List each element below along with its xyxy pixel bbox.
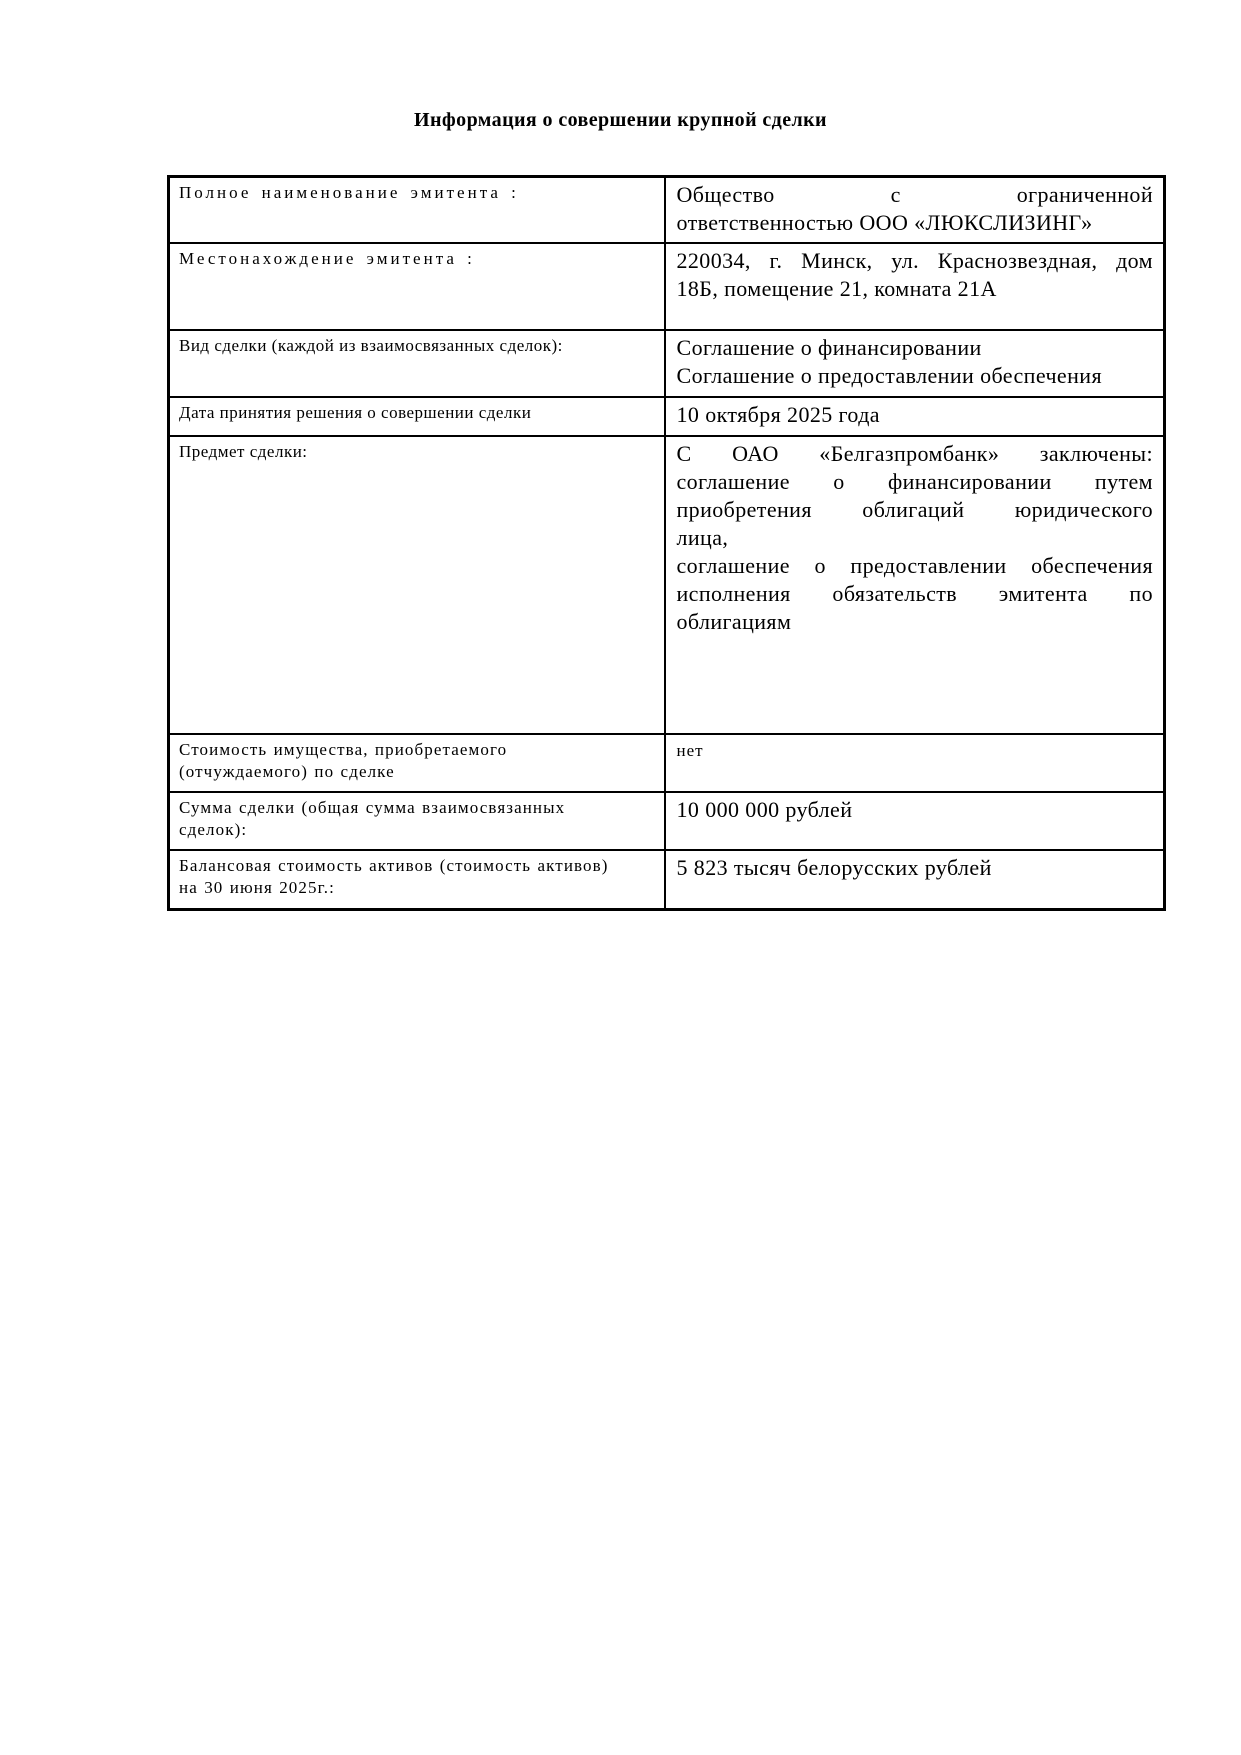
label-line: (отчуждаемого) по сделке (179, 762, 395, 781)
value-line: исполнения обязательств эмитента по (676, 581, 1153, 606)
value-line: Соглашение о финансировании (676, 335, 982, 360)
value-line: соглашение о финансировании путем (676, 469, 1153, 494)
deal-amount-value (665, 792, 1165, 850)
deal-type-value (665, 330, 1165, 397)
issuer-location-label (169, 243, 665, 330)
value-line: 10 октября 2025 года (676, 402, 880, 427)
label-line: Полное наименование эмитента : (179, 183, 519, 202)
value-line: 220034, г. Минск, ул. Краснозвездная, дом (676, 248, 1153, 273)
table-row-property-value (169, 734, 1165, 792)
deal-info-table (167, 175, 1166, 911)
value-line: соглашение о предоставлении обеспечения (676, 553, 1153, 578)
property-value-value (665, 734, 1165, 792)
issuer-name-value (665, 177, 1165, 244)
value-line: Общество с ограниченной (676, 182, 1153, 207)
table-row-deal-type (169, 330, 1165, 397)
value-line: облигациям (676, 609, 792, 634)
issuer-location-value (665, 243, 1165, 330)
deal-amount-label (169, 792, 665, 850)
decision-date-label (169, 397, 665, 436)
value-line: 5 823 тысяч белорусских рублей (676, 855, 992, 880)
label-line: Балансовая стоимость активов (стоимость активов) (179, 856, 609, 875)
label-line: Местонахождение эмитента : (179, 249, 475, 268)
label-line: Стоимость имущества, приобретаемого (179, 740, 508, 759)
table-row-issuer-name (169, 177, 1165, 244)
assets-book-value-label (169, 850, 665, 910)
label-line: Вид сделки (каждой из взаимосвязанных сделок): (179, 336, 563, 355)
assets-book-value-value (665, 850, 1165, 910)
table-row-deal-amount (169, 792, 1165, 850)
label-line: Предмет сделки: (179, 442, 308, 461)
label-line: на 30 июня 2025г.: (179, 878, 335, 897)
value-line: Соглашение о предоставлении обеспечения (676, 363, 1102, 388)
document-title: Информация о совершении крупной сделки (414, 109, 827, 131)
label-line: Сумма сделки (общая сумма взаимосвязанных (179, 798, 566, 817)
deal-type-label (169, 330, 665, 397)
decision-date-value (665, 397, 1165, 436)
table-row-assets-book-value (169, 850, 1165, 910)
value-line: лица, (676, 525, 729, 550)
value-line: нет (676, 741, 704, 760)
table-row-deal-subject (169, 436, 1165, 734)
value-line: приобретения облигаций юридического (676, 497, 1153, 522)
label-line: сделок): (179, 820, 248, 839)
value-line: С ОАО «Белгазпромбанк» заключены: (676, 441, 1153, 466)
property-value-label (169, 734, 665, 792)
value-line: ответственностью ООО «ЛЮКСЛИЗИНГ» (676, 210, 1093, 235)
label-line: Дата принятия решения о совершении сделки (179, 403, 532, 422)
value-line: 18Б, помещение 21, комната 21А (676, 276, 997, 301)
deal-subject-value (665, 436, 1165, 734)
issuer-name-label (169, 177, 665, 244)
table-row-issuer-location (169, 243, 1165, 330)
table-row-decision-date (169, 397, 1165, 436)
deal-subject-label (169, 436, 665, 734)
value-line: 10 000 000 рублей (676, 797, 853, 822)
